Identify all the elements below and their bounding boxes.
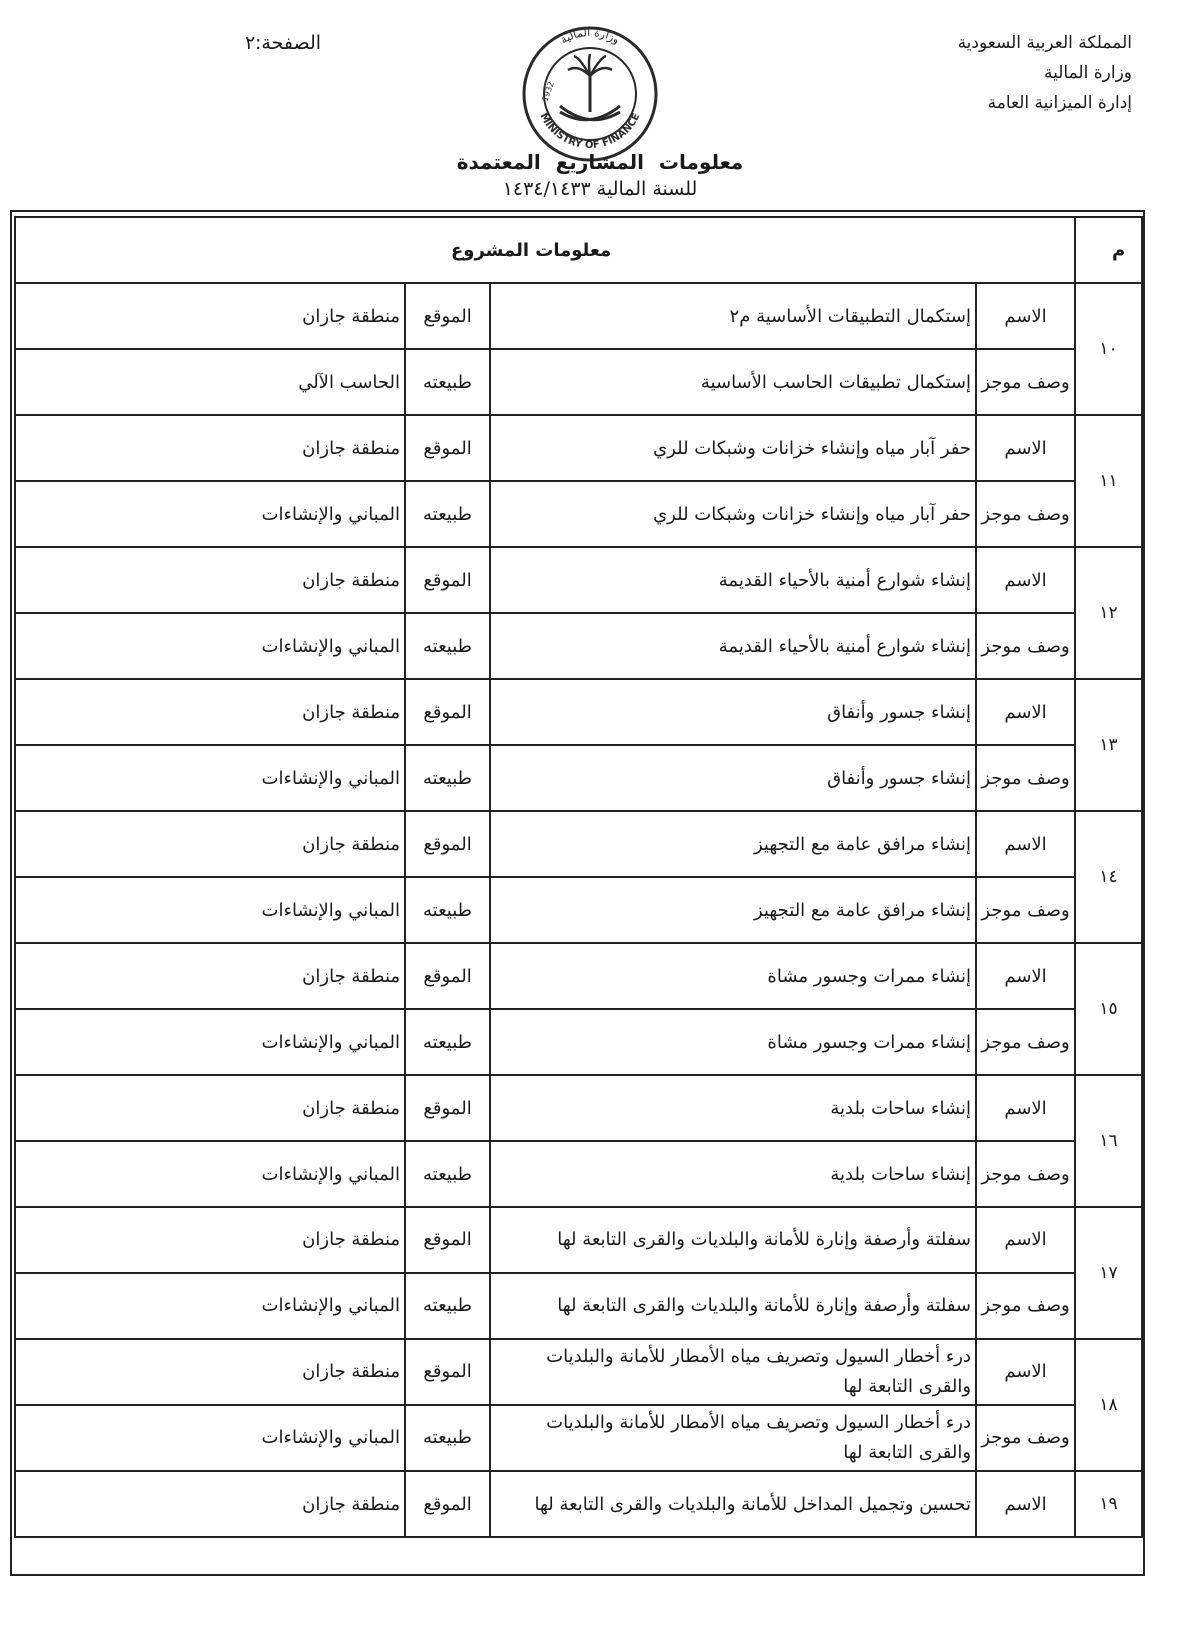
description-label: وصف موجز bbox=[976, 1273, 1075, 1339]
project-name-row bbox=[15, 1075, 1142, 1141]
project-name: إنشاء ممرات وجسور مشاة bbox=[490, 943, 976, 1009]
location-label: الموقع bbox=[405, 1207, 490, 1273]
project-description: درء أخطار السيول وتصريف مياه الأمطار للأمانة والبلديات والقرى التابعة لها bbox=[490, 1405, 976, 1471]
description-label: وصف موجز bbox=[976, 349, 1075, 415]
name-label: الاسم bbox=[976, 1339, 1075, 1405]
nature-label: طبيعته bbox=[405, 745, 490, 811]
project-name-row bbox=[15, 811, 1142, 877]
department-name: إدارة الميزانية العامة bbox=[987, 93, 1132, 113]
description-label: وصف موجز bbox=[976, 1009, 1075, 1075]
project-description: إنشاء جسور وأنفاق bbox=[490, 745, 976, 811]
nature-label: طبيعته bbox=[405, 1141, 490, 1207]
location-label: الموقع bbox=[405, 679, 490, 745]
project-location: منطقة جازان bbox=[15, 547, 405, 613]
project-description-row bbox=[15, 745, 1142, 811]
project-name: تحسين وتجميل المداخل للأمانة والبلديات والقرى التابعة لها bbox=[490, 1471, 976, 1537]
project-number: ١٢ bbox=[1075, 547, 1142, 679]
project-name: إستكمال التطبيقات الأساسية م٢ bbox=[490, 283, 976, 349]
project-location: منطقة جازان bbox=[15, 415, 405, 481]
name-label: الاسم bbox=[976, 547, 1075, 613]
location-label: الموقع bbox=[405, 415, 490, 481]
name-label: الاسم bbox=[976, 943, 1075, 1009]
page-indicator bbox=[245, 32, 322, 54]
ministry-name: وزارة المالية bbox=[1044, 63, 1132, 83]
project-name: إنشاء مرافق عامة مع التجهيز bbox=[490, 811, 976, 877]
project-name: إنشاء شوارع أمنية بالأحياء القديمة bbox=[490, 547, 976, 613]
project-location: منطقة جازان bbox=[15, 1207, 405, 1273]
location-label: الموقع bbox=[405, 943, 490, 1009]
project-number: ١٩ bbox=[1075, 1471, 1142, 1537]
description-label: وصف موجز bbox=[976, 877, 1075, 943]
projects-table bbox=[14, 216, 1143, 1538]
letterhead bbox=[958, 28, 1132, 118]
project-nature: المباني والإنشاءات bbox=[15, 613, 405, 679]
project-location: منطقة جازان bbox=[15, 1339, 405, 1405]
name-label: الاسم bbox=[976, 1207, 1075, 1273]
column-header-number: م bbox=[1075, 217, 1142, 283]
project-name: درء أخطار السيول وتصريف مياه الأمطار للأمانة والبلديات والقرى التابعة لها bbox=[490, 1339, 976, 1405]
project-description: إستكمال تطبيقات الحاسب الأساسية bbox=[490, 349, 976, 415]
location-label: الموقع bbox=[405, 283, 490, 349]
project-name: إنشاء ساحات بلدية bbox=[490, 1075, 976, 1141]
ministry-seal-logo bbox=[520, 24, 660, 164]
project-nature: الحاسب الآلي bbox=[15, 349, 405, 415]
project-number: ١٨ bbox=[1075, 1339, 1142, 1471]
country-name: المملكة العربية السعودية bbox=[957, 33, 1132, 53]
project-location: منطقة جازان bbox=[15, 1075, 405, 1141]
description-label: وصف موجز bbox=[976, 613, 1075, 679]
project-name-row bbox=[15, 679, 1142, 745]
project-description: إنشاء ممرات وجسور مشاة bbox=[490, 1009, 976, 1075]
page-label: الصفحة: bbox=[255, 32, 322, 54]
location-label: الموقع bbox=[405, 1471, 490, 1537]
project-description: إنشاء شوارع أمنية بالأحياء القديمة bbox=[490, 613, 976, 679]
project-location: منطقة جازان bbox=[15, 943, 405, 1009]
page-number: ٢ bbox=[245, 32, 256, 54]
project-description-row bbox=[15, 1273, 1142, 1339]
project-number: ١٥ bbox=[1075, 943, 1142, 1075]
nature-label: طبيعته bbox=[405, 1405, 490, 1471]
project-nature: المباني والإنشاءات bbox=[15, 1405, 405, 1471]
project-name: سفلتة وأرصفة وإنارة للأمانة والبلديات والقرى التابعة لها bbox=[490, 1207, 976, 1273]
project-number: ١١ bbox=[1075, 415, 1142, 547]
project-nature: المباني والإنشاءات bbox=[15, 1141, 405, 1207]
name-label: الاسم bbox=[976, 1471, 1075, 1537]
document-title bbox=[0, 150, 1200, 200]
nature-label: طبيعته bbox=[405, 1009, 490, 1075]
project-description: إنشاء مرافق عامة مع التجهيز bbox=[490, 877, 976, 943]
project-number: ١٤ bbox=[1075, 811, 1142, 943]
project-name-row bbox=[15, 1339, 1142, 1405]
project-nature: المباني والإنشاءات bbox=[15, 481, 405, 547]
nature-label: طبيعته bbox=[405, 877, 490, 943]
project-name-row bbox=[15, 1207, 1142, 1273]
svg-text:1932: 1932 bbox=[540, 80, 556, 103]
project-description: حفر آبار مياه وإنشاء خزانات وشبكات للري bbox=[490, 481, 976, 547]
project-name-row bbox=[15, 1471, 1142, 1537]
description-label: وصف موجز bbox=[976, 481, 1075, 547]
description-label: وصف موجز bbox=[976, 745, 1075, 811]
project-number: ١٣ bbox=[1075, 679, 1142, 811]
project-number: ١٠ bbox=[1075, 283, 1142, 415]
location-label: الموقع bbox=[405, 1339, 490, 1405]
project-description-row bbox=[15, 613, 1142, 679]
column-header-project-info: معلومات المشروع bbox=[15, 217, 1075, 283]
project-number: ١٧ bbox=[1075, 1207, 1142, 1339]
table-header-row bbox=[15, 217, 1142, 283]
project-location: منطقة جازان bbox=[15, 679, 405, 745]
name-label: الاسم bbox=[976, 811, 1075, 877]
description-label: وصف موجز bbox=[976, 1141, 1075, 1207]
project-nature: المباني والإنشاءات bbox=[15, 877, 405, 943]
project-description: سفلتة وأرصفة وإنارة للأمانة والبلديات والقرى التابعة لها bbox=[490, 1273, 976, 1339]
project-location: منطقة جازان bbox=[15, 811, 405, 877]
project-name-row bbox=[15, 415, 1142, 481]
svg-text:وزارة المالية: وزارة المالية bbox=[558, 25, 622, 47]
title-line-2: للسنة المالية ١٤٣٤/١٤٣٣ bbox=[502, 178, 698, 200]
project-name-row bbox=[15, 943, 1142, 1009]
project-name: إنشاء جسور وأنفاق bbox=[490, 679, 976, 745]
project-description-row bbox=[15, 1141, 1142, 1207]
location-label: الموقع bbox=[405, 811, 490, 877]
project-location: منطقة جازان bbox=[15, 1471, 405, 1537]
project-description-row bbox=[15, 1405, 1142, 1471]
project-name-row bbox=[15, 283, 1142, 349]
nature-label: طبيعته bbox=[405, 349, 490, 415]
project-nature: المباني والإنشاءات bbox=[15, 1009, 405, 1075]
project-description: إنشاء ساحات بلدية bbox=[490, 1141, 976, 1207]
nature-label: طبيعته bbox=[405, 1273, 490, 1339]
title-line-1: معلومات المشاريع المعتمدة bbox=[456, 150, 744, 174]
name-label: الاسم bbox=[976, 679, 1075, 745]
location-label: الموقع bbox=[405, 547, 490, 613]
project-nature: المباني والإنشاءات bbox=[15, 1273, 405, 1339]
nature-label: طبيعته bbox=[405, 613, 490, 679]
project-description-row bbox=[15, 877, 1142, 943]
description-label: وصف موجز bbox=[976, 1405, 1075, 1471]
name-label: الاسم bbox=[976, 283, 1075, 349]
project-description-row bbox=[15, 481, 1142, 547]
project-number: ١٦ bbox=[1075, 1075, 1142, 1207]
location-label: الموقع bbox=[405, 1075, 490, 1141]
name-label: الاسم bbox=[976, 415, 1075, 481]
project-location: منطقة جازان bbox=[15, 283, 405, 349]
nature-label: طبيعته bbox=[405, 481, 490, 547]
svg-text:MINISTRY OF FINANCE: MINISTRY OF FINANCE bbox=[537, 111, 643, 152]
name-label: الاسم bbox=[976, 1075, 1075, 1141]
project-name-row bbox=[15, 547, 1142, 613]
project-name: حفر آبار مياه وإنشاء خزانات وشبكات للري bbox=[490, 415, 976, 481]
project-description-row bbox=[15, 349, 1142, 415]
project-nature: المباني والإنشاءات bbox=[15, 745, 405, 811]
project-description-row bbox=[15, 1009, 1142, 1075]
